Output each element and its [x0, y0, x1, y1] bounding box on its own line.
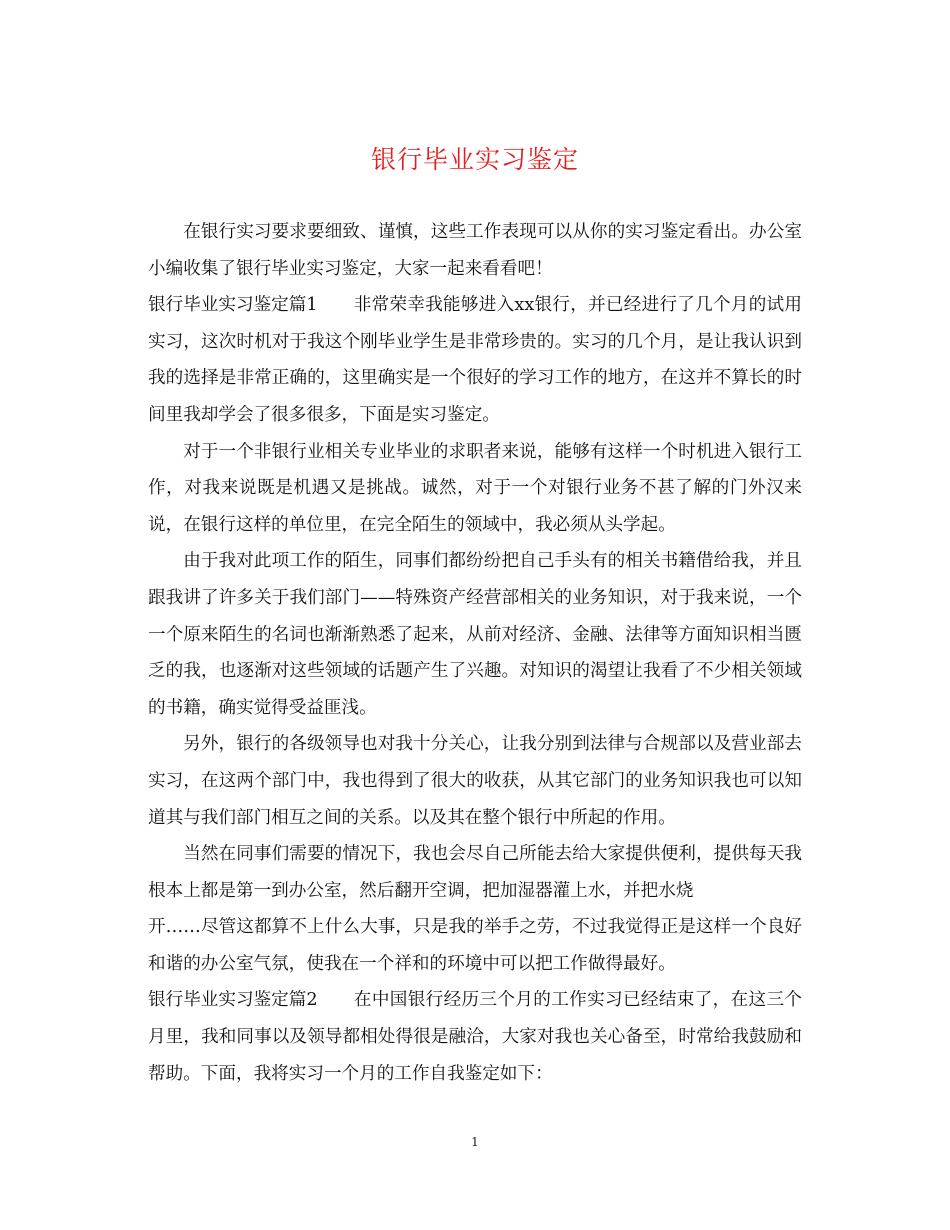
paragraph-5a: 当然在同事们需要的情况下，我也会尽自己所能去给大家提供便利，提供每天我根本上都是第一到办公室，然后翻开空调，把加湿器灌上水，并把水烧 [148, 844, 802, 901]
paragraph-2: 对于一个非银行业相关专业毕业的求职者来说，能够有这样一个时机进入银行工作，对我来说既是机遇又是挑战。诚然，对于一个对银行业务不甚了解的门外汉来说，在银行这样的单位里，在完全陌生的领域中，我必须从头学起。 [148, 441, 802, 535]
page-number: 1 [471, 1135, 479, 1149]
paragraph-3: 由于我对此项工作的陌生，同事们都纷纷把自己手头有的相关书籍借给我，并且跟我讲了许多关于我们部门——特殊资产经营部相关的业务知识，对于我来说，一个一个原来陌生的名词也渐渐熟悉了起来，从前对经济、金融、法律等方面知识相当匮乏的我，也逐渐对这些领域的话题产生了兴趣。对知识的渴望让我看了不少相关领域的书籍，确实觉得受益匪浅。 [148, 551, 802, 718]
document-body [148, 214, 802, 1092]
section2-heading: 银行毕业实习鉴定篇2 [148, 990, 318, 1011]
paragraph-5b: 开……尽管这都算不上什么大事，只是我的举手之劳，不过我觉得正是这样一个良好和谐的办公室气氛，使我在一个祥和的环境中可以把工作做得最好。 [148, 917, 802, 974]
section1-paragraph [148, 287, 802, 433]
section1-heading: 银行毕业实习鉴定篇1 [148, 295, 318, 316]
section2-text: 在中国银行经历三个月的工作实习已经结束了，在这三个月里，我和同事以及领导都相处得很是融洽，大家对我也关心备至，时常给我鼓励和帮助。下面，我将实习一个月的工作自我鉴定如下： [148, 990, 802, 1084]
section2-paragraph [148, 982, 802, 1092]
intro-paragraph: 在银行实习要求要细致、谨慎，这些工作表现可以从你的实习鉴定看出。办公室小编收集了银行毕业实习鉴定，大家一起来看看吧！ [148, 222, 802, 279]
paragraph-4: 另外，银行的各级领导也对我十分关心，让我分别到法律与合规部以及营业部去实习，在这两个部门中，我也得到了很大的收获，从其它部门的业务知识我也可以知道其与我们部门相互之间的关系。以及其在整个银行中所起的作用。 [148, 734, 802, 828]
document-title: 银行毕业实习鉴定 [370, 145, 579, 174]
section1-text: 非常荣幸我能够进入xx银行，并已经进行了几个月的试用实习，这次时机对于我这个刚毕业学生是非常珍贵的。实习的几个月，是让我认识到我的选择是非常正确的，这里确实是一个很好的学习工作的地方，在这并不算长的时间里我却学会了很多很多，下面是实习鉴定。 [148, 295, 802, 425]
